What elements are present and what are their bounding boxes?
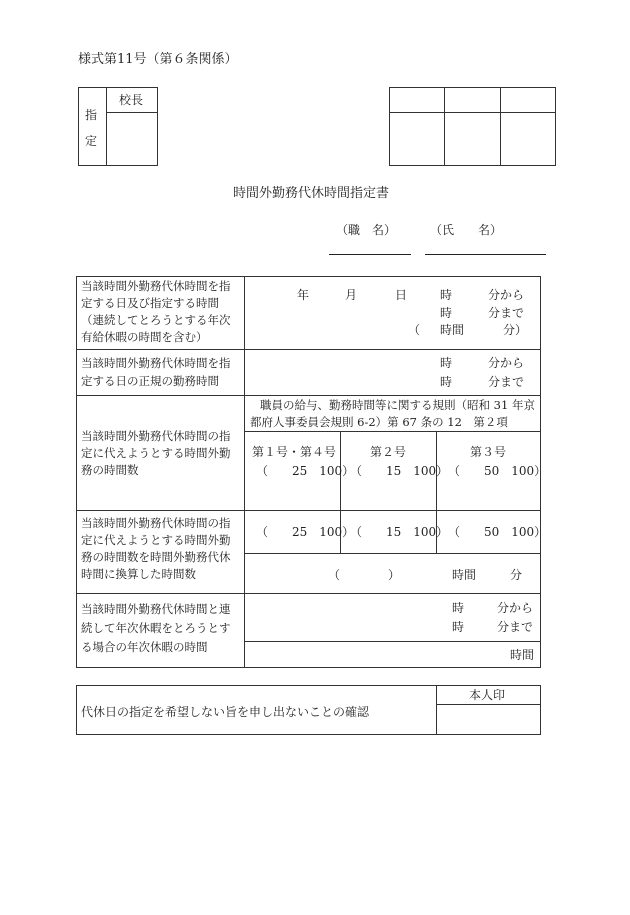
row5-until-label: 分まで (497, 620, 534, 634)
row5-label-1: 当該時間外勤務代休時間と連 (81, 602, 231, 616)
row1-hour-from: 時 (440, 288, 453, 302)
row1-label-2: 定する日及び指定する時間 (81, 296, 219, 310)
row3-label-1: 当該時間外勤務代休時間の指 (81, 429, 231, 443)
approval-label-2: 定 (85, 134, 98, 148)
row1-hours-label: 時間 (440, 323, 465, 337)
seal-field[interactable] (437, 705, 540, 734)
col2-value: （ 15 100） (350, 464, 449, 478)
row2-from-label: 分から (488, 356, 525, 370)
col1-value: （ 25 100） (256, 464, 355, 478)
rule-reference-1: 職員の給与、勤務時間等に関する規則（昭和 31 年京 (260, 398, 535, 412)
row3-label-2: 定に代えようとする時間外勤 (81, 446, 231, 460)
job-title-label: （職 名） (336, 223, 397, 237)
job-title-line (329, 254, 411, 255)
row4-col3-value: （ 50 100） (448, 525, 547, 539)
day-label: 日 (395, 288, 408, 302)
year-label: 年 (297, 288, 310, 302)
row5-hours-label: 時間 (510, 648, 535, 662)
row1-min-label: 分） (503, 323, 528, 337)
row5-from-label: 分から (497, 601, 534, 615)
row2-hour-from: 時 (440, 356, 453, 370)
seal-label: 本人印 (469, 688, 506, 702)
month-label: 月 (345, 288, 358, 302)
row2-label-1: 当該時間外勤務代休時間を指 (81, 356, 231, 370)
row1-label-4: 有給休暇の時間を含む） (81, 330, 208, 344)
row5-label-2: 続して年次休暇をとろうとす (81, 621, 231, 635)
row5-hour-until: 時 (452, 620, 465, 634)
row1-from-label: 分から (488, 288, 525, 302)
row4-col1-value: （ 25 100） (256, 525, 355, 539)
row4-label-1: 当該時間外勤務代休時間の指 (81, 516, 231, 530)
row5-hour-from: 時 (452, 601, 465, 615)
row1-hour-until: 時 (440, 306, 453, 320)
row1-paren-open: （ (408, 323, 421, 337)
approval-label-1: 指 (85, 108, 98, 122)
row1-until-label: 分まで (488, 306, 525, 320)
col1-head: 第１号・第４号 (252, 445, 337, 459)
form-number: 様式第11号（第６条関係） (78, 52, 238, 67)
row4-col2-value: （ 15 100） (350, 525, 449, 539)
row4-min-label: 分 (510, 568, 523, 582)
col3-head: 第３号 (470, 445, 507, 459)
row5-label-3: る場合の年次休暇の時間 (81, 640, 208, 654)
col2-head: 第２号 (370, 445, 407, 459)
name-line (425, 254, 546, 255)
row4-hours-label: 時間 (452, 568, 477, 582)
row3-label-3: 務の時間数 (81, 463, 139, 477)
confirmation-label: 代休日の指定を希望しない旨を申し出ないことの確認 (81, 705, 370, 719)
name-label: （氏 名） (430, 223, 503, 237)
row4-label-2: 定に代えようとする時間外勤 (81, 533, 231, 547)
col3-value: （ 50 100） (448, 464, 547, 478)
row4-label-3: 務の時間数を時間外勤務代休 (81, 550, 231, 564)
row1-label-3: （連続してとろうとする年次 (81, 313, 231, 327)
row4-label-4: 時間に換算した時間数 (81, 567, 196, 581)
row4-paren: （ ） (328, 568, 401, 582)
row2-hour-until: 時 (440, 375, 453, 389)
row2-label-2: 定する日の正規の勤務時間 (81, 374, 219, 388)
row1-label-1: 当該時間外勤務代休時間を指 (81, 279, 231, 293)
document-title: 時間外勤務代休時間指定書 (233, 186, 390, 201)
rule-reference-2: 都府人事委員会規則 6-2）第 67 条の 12 第２項 (250, 415, 508, 429)
row2-until-label: 分まで (488, 375, 525, 389)
principal-label: 校長 (119, 93, 144, 107)
